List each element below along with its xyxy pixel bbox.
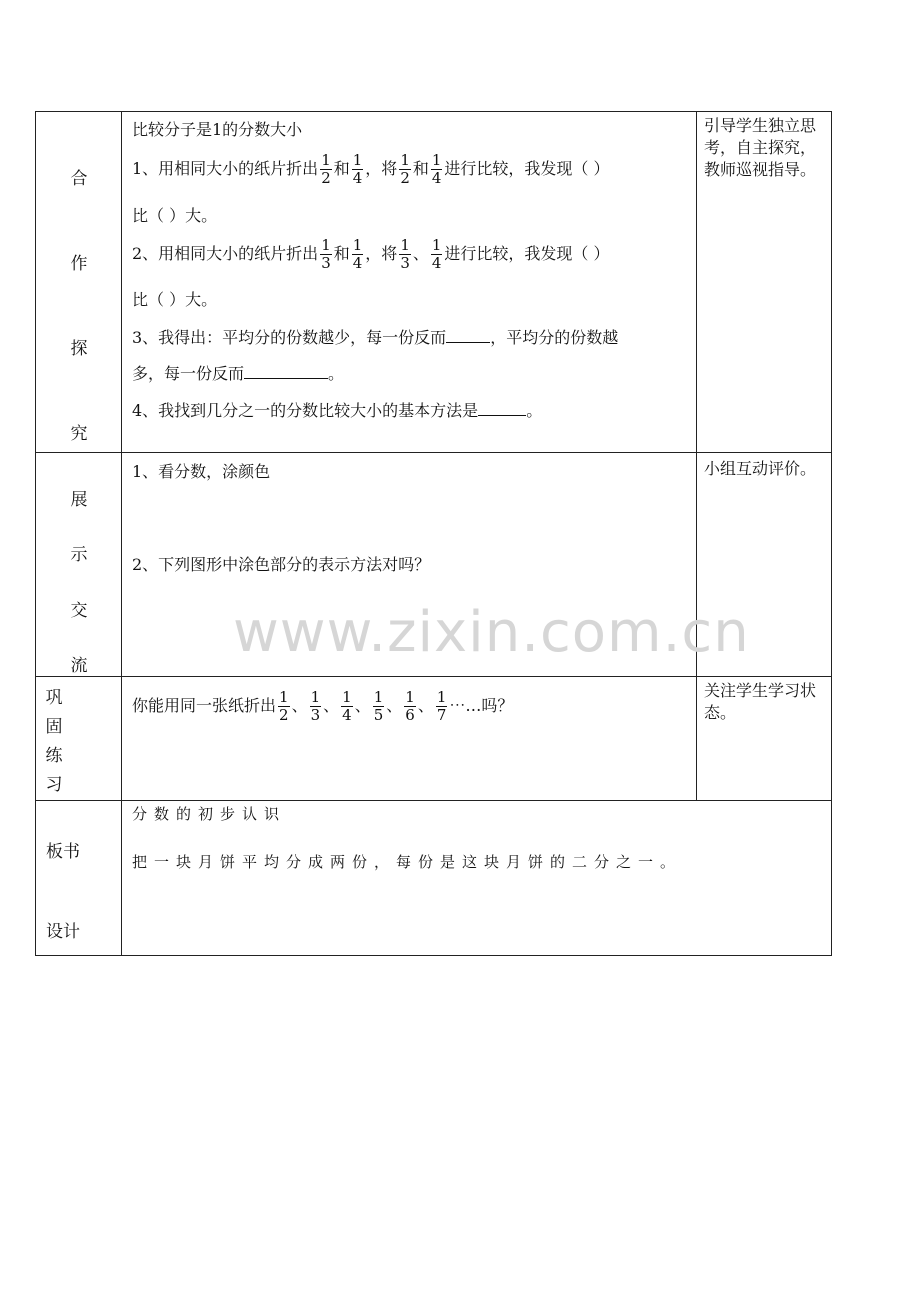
- fraction: $\frac{1}{2}$: [400, 151, 410, 187]
- display-item-2: 2、下列图形中涂色部分的表示方法对吗？: [132, 555, 431, 574]
- fraction: $\frac{1}{5}$: [373, 688, 384, 724]
- display-item-1: 1、看分数，涂颜色: [132, 462, 271, 481]
- section-label-display: [36, 453, 122, 677]
- content-practice: [122, 677, 697, 801]
- fill-blank[interactable]: [478, 400, 526, 416]
- label-char: 流: [70, 656, 88, 676]
- practice-question: 你能用同一张纸折出 $\frac{1}{2}$ 、 $\frac{1}{3}$ 、 $\frac{1}{4}$ 、 $\frac{1}{5}$ 、 $\frac{1}{6}$ 、 $\frac{1}{7}$ ⋯…吗？: [132, 688, 514, 724]
- row-practice: [36, 677, 832, 801]
- question-2: 2、用相同大小的纸片折出 $\frac{1}{3}$ 和 $\frac{1}{4}$ ，将 $\frac{1}{3}$ 、 $\frac{1}{4}$ 进行比较，我发现（ ）: [132, 236, 610, 272]
- question-3: 3、我得出：平均分的份数越少，每一份反而 ，平均分的份数越: [132, 328, 619, 347]
- teaching-note: 小组互动评价。: [704, 459, 817, 478]
- content-board: [122, 801, 832, 956]
- board-line-2: 把一块月饼平均分成两份，每份是这块月饼的二分之一。: [132, 853, 683, 871]
- board-line-1: 分数的初步认识: [132, 805, 287, 823]
- fraction: $\frac{1}{3}$: [310, 688, 321, 724]
- note-practice: [697, 677, 832, 801]
- fraction: $\frac{1}{2}$: [321, 151, 331, 187]
- question-4: 4、我找到几分之一的分数比较大小的基本方法是 。: [132, 401, 543, 420]
- label-char: 探: [70, 339, 88, 359]
- label-text: 设计: [46, 922, 80, 942]
- lesson-plan-table: [35, 111, 832, 956]
- question-1: 1、用相同大小的纸片折出 $\frac{1}{2}$ 和 $\frac{1}{4}$ ，将 $\frac{1}{2}$ 和 $\frac{1}{4}$ 进行比较，我发现（ ）: [132, 151, 610, 187]
- fill-blank[interactable]: [446, 327, 490, 343]
- label-char: 展: [70, 490, 88, 510]
- fraction: $\frac{1}{2}$: [279, 688, 289, 724]
- fraction: $\frac{1}{4}$: [352, 236, 363, 272]
- fraction: $\frac{1}{7}$: [436, 688, 447, 724]
- question-2-continued: 比（ ）大。: [132, 290, 218, 309]
- label-char: 习: [45, 775, 63, 795]
- label-text: 板书: [46, 842, 80, 862]
- fraction: $\frac{1}{3}$: [321, 236, 331, 272]
- fraction: $\frac{1}{4}$: [431, 151, 442, 187]
- fraction: $\frac{1}{4}$: [352, 151, 363, 187]
- row-board: [36, 801, 832, 956]
- fraction: $\frac{1}{3}$: [400, 236, 410, 272]
- section-title: 比较分子是1的分数大小: [132, 120, 303, 139]
- question-3-continued: 多，每一份反而 。: [132, 364, 345, 383]
- row-cooperate: [36, 112, 832, 453]
- content-cooperate: [122, 112, 697, 453]
- label-char: 示: [70, 545, 88, 565]
- question-1-continued: 比（ ）大。: [132, 206, 218, 225]
- teaching-note: 关注学生学习状态。: [704, 681, 817, 722]
- label-char: 交: [70, 601, 88, 621]
- label-char: 巩: [45, 688, 63, 708]
- section-label-practice: [36, 677, 122, 801]
- label-char: 究: [70, 424, 88, 444]
- fraction: $\frac{1}{4}$: [342, 688, 352, 724]
- note-cooperate: [697, 112, 832, 453]
- fill-blank[interactable]: [244, 363, 328, 379]
- teaching-note: 引导学生独立思考，自主探究，教师巡视指导。: [704, 116, 817, 179]
- section-label-cooperate: [36, 112, 122, 453]
- label-char: 固: [45, 717, 63, 737]
- watermark: www.zixin.com.cn: [233, 600, 750, 665]
- label-char: 合: [70, 169, 88, 189]
- fraction: $\frac{1}{4}$: [431, 236, 442, 272]
- label-char: 练: [45, 746, 63, 766]
- label-char: 作: [70, 254, 88, 274]
- fraction: $\frac{1}{6}$: [405, 688, 415, 724]
- section-label-board: [36, 801, 122, 956]
